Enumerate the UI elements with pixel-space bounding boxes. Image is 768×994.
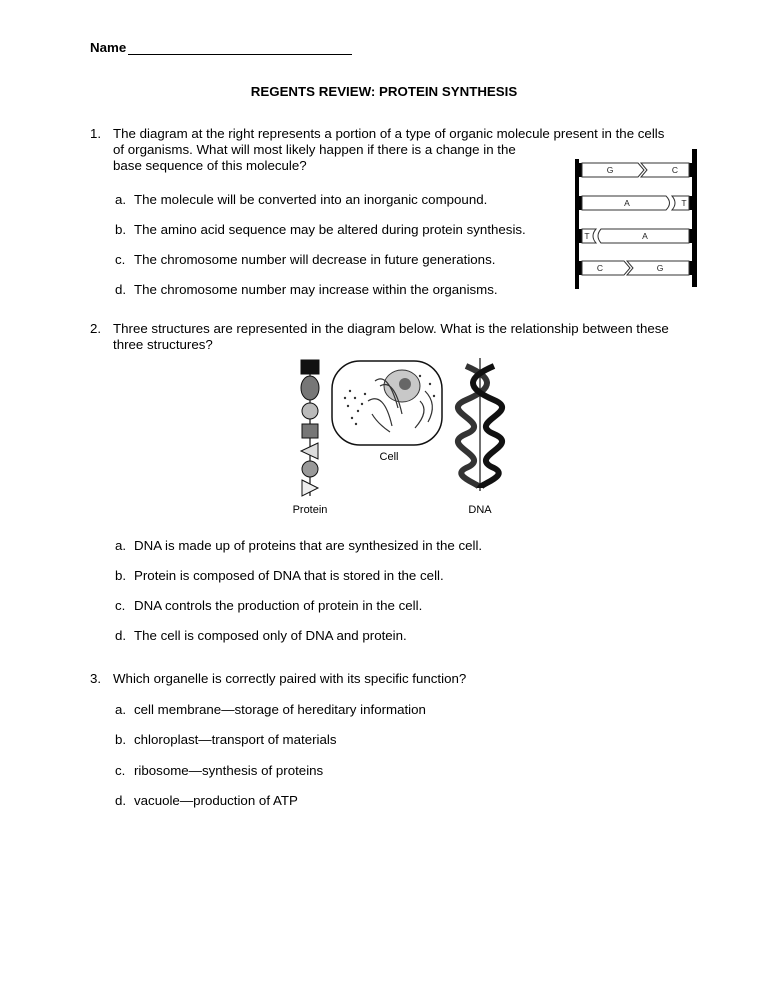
question-2-line-2: three structures? — [113, 337, 213, 352]
question-2-number: 2. — [90, 321, 102, 336]
q3-option-c-text: ribosome—synthesis of proteins — [134, 763, 324, 778]
label-c-bottom: C — [596, 263, 604, 273]
protein-label: Protein — [292, 504, 328, 516]
page-title: REGENTS REVIEW: PROTEIN SYNTHESIS — [250, 84, 518, 99]
q1-option-d-text: The chromosome number may increase within the organisms. — [134, 282, 498, 297]
question-1-line-2: of organisms. What will most likely happen if there is a change in the — [113, 142, 516, 157]
protein-chain-icon — [301, 360, 319, 496]
q1-option-b-letter: b. — [115, 222, 127, 237]
q1-option-b-text: The amino acid sequence may be altered during protein synthesis. — [134, 222, 526, 237]
q3-option-b-text: chloroplast—transport of materials — [134, 732, 337, 747]
q2-option-b-letter: b. — [115, 568, 127, 583]
q2-option-c-letter: c. — [115, 598, 126, 613]
label-g-top: G — [606, 165, 614, 175]
name-blank-line — [128, 41, 352, 55]
q3-option-a-text: cell membrane—storage of hereditary information — [134, 702, 426, 717]
name-label: Name — [90, 40, 127, 55]
q1-option-c-text: The chromosome number will decrease in future generations. — [134, 252, 496, 267]
dna-helix-icon — [458, 358, 502, 491]
ladder-left-backbone — [575, 159, 579, 289]
question-3-number: 3. — [90, 671, 102, 686]
label-t-row2: T — [681, 198, 687, 208]
label-a-row3: A — [642, 231, 648, 241]
q2-option-c-text: DNA controls the production of protein in the cell. — [134, 598, 423, 613]
q3-option-d-text: vacuole—production of ATP — [134, 793, 298, 808]
ladder-right-backbone — [692, 149, 697, 287]
label-t-row3: T — [584, 231, 590, 241]
label-g-bottom: G — [656, 263, 664, 273]
protein-cell-dna-figure — [280, 356, 530, 521]
q2-option-b-text: Protein is composed of DNA that is stored in the cell. — [134, 568, 444, 583]
q1-option-d-letter: d. — [115, 282, 127, 297]
name-field — [90, 40, 352, 55]
q1-option-c-letter: c. — [115, 252, 126, 267]
question-1-line-1: The diagram at the right represents a portion of a type of organic molecule present in the cells — [113, 126, 665, 141]
cell-icon — [332, 361, 442, 445]
q2-option-d-letter: d. — [115, 628, 127, 643]
q2-option-a-text: DNA is made up of proteins that are synthesized in the cell. — [134, 538, 483, 553]
label-a-row2: A — [624, 198, 630, 208]
question-2-line-1: Three structures are represented in the diagram below. What is the relationship between these — [113, 321, 669, 336]
question-3-line-1: Which organelle is correctly paired with its specific function? — [113, 671, 467, 686]
dna-ladder-figure — [570, 145, 700, 295]
q3-option-a-letter: a. — [115, 702, 127, 717]
cell-label: Cell — [379, 451, 399, 463]
question-1-number: 1. — [90, 126, 102, 141]
q3-option-b-letter: b. — [115, 732, 127, 747]
dna-label: DNA — [468, 504, 492, 516]
label-c-top: C — [671, 165, 679, 175]
q3-option-d-letter: d. — [115, 793, 127, 808]
q1-option-a-letter: a. — [115, 192, 127, 207]
q3-option-c-letter: c. — [115, 763, 126, 778]
q2-option-d-text: The cell is composed only of DNA and protein. — [134, 628, 407, 643]
question-1-line-3: base sequence of this molecule? — [113, 158, 307, 173]
q2-option-a-letter: a. — [115, 538, 127, 553]
q1-option-a-text: The molecule will be converted into an inorganic compound. — [134, 192, 488, 207]
